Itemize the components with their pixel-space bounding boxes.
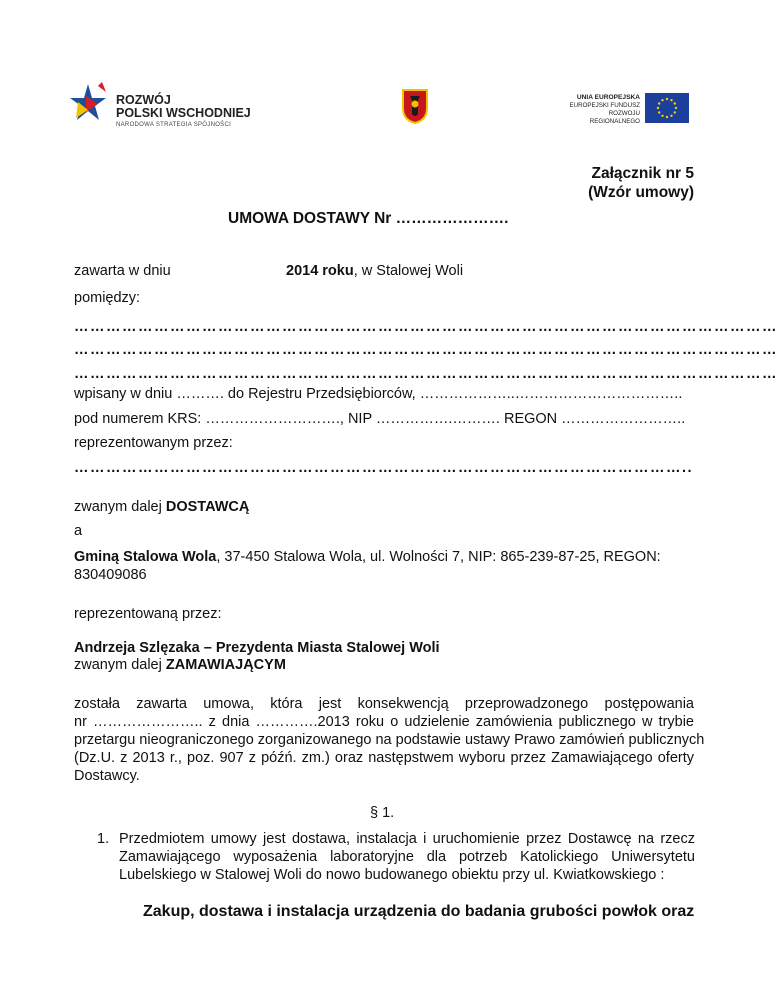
city-crest-icon — [401, 88, 429, 124]
section-1-item-text — [119, 830, 695, 884]
concluded-on-label: zawarta w dniu — [74, 263, 171, 279]
recital-paragraph — [74, 695, 705, 785]
representative-blank-line: …………………………………………………………………………………………………….. — [74, 460, 694, 476]
logo-line-3: NARODOWA STRATEGIA SPÓJNOŚCI — [116, 122, 232, 128]
recital-line-5: Dostawcy. — [74, 768, 140, 784]
party1-blank-line-3: …………………………………………………………………………………………………………………… — [74, 366, 778, 382]
eu-text-block — [560, 94, 640, 126]
municipality-address: , 37-450 Stalowa Wola, ul. Wolności 7, NIP: 865-239-87-25, REGON: — [216, 549, 661, 565]
logo-line-1: ROZWÓJ — [116, 93, 171, 107]
representative-name: Andrzeja Szlęzaka – Prezydenta Miasta Stalowej Woli — [74, 640, 440, 656]
item-line-1: Przedmiotem umowy jest dostawa, instalacja i uruchomienie przez Dostawcę na rzecz — [119, 831, 695, 847]
orderer-name: ZAMAWIAJĄCYM — [165, 657, 286, 673]
rozwoj-polski-wschodniej-logo — [68, 80, 268, 130]
star-graphic-icon — [68, 80, 112, 128]
supplier-prefix: zwanym dalej — [74, 499, 166, 515]
municipality-regon: 830409086 — [74, 567, 147, 583]
supplier-designation — [74, 498, 249, 516]
recital-line-4: (Dz.U. z 2013 r., poz. 907 z późń. zm.) oraz następstwem wyboru przez Zamawiającego oferty — [74, 750, 694, 766]
annex-subtitle: (Wzór umowy) — [588, 184, 694, 201]
party1-blank-line-2: …………………………………………………………………………………………………………………… — [74, 342, 778, 358]
municipality-represented-label: reprezentowaną przez: — [74, 606, 222, 622]
recital-line-1: została zawarta umowa, która jest konsekwencją przeprowadzonego postępowania — [74, 696, 694, 712]
subject-heading: Zakup, dostawa i instalacja urządzenia do badania grubości powłok oraz — [143, 903, 695, 920]
party1-blank-line-1: …………………………………………………………………………………………………………………… — [74, 319, 778, 335]
supplier-name: DOSTAWCĄ — [165, 499, 250, 515]
municipality-line — [74, 548, 661, 566]
between-label: pomiędzy: — [74, 290, 141, 306]
eu-line-2: EUROPEJSKI FUNDUSZ — [569, 102, 640, 109]
recital-line-3: przetargu nieograniczonego zorganizowanego na podstawie ustawy Prawo zamówień publicznych — [74, 732, 705, 748]
orderer-prefix: zwanym dalej — [74, 657, 166, 673]
section-1-heading: § 1. — [370, 805, 395, 821]
orderer-designation — [74, 656, 286, 674]
recital-line-2: nr ………………….. z dnia ………….2013 roku o udzielenie zamówienia publicznego w trybie — [74, 714, 694, 730]
municipality-name: Gminą Stalowa Wola — [74, 549, 217, 565]
krs-nip-regon-line: pod numerem KRS: ………………………., NIP …………….………. REGON …………………….. — [74, 411, 686, 427]
conjunction: a — [74, 523, 83, 539]
represented-by-label: reprezentowanym przez: — [74, 435, 233, 451]
item-line-3: Lubelskiego w Stalowej Woli do nowo budowanego obiektu przy ul. Kwiatkowskiego : — [119, 867, 665, 883]
contract-year: 2014 roku — [286, 263, 354, 279]
eu-flag-icon — [645, 93, 689, 123]
annex-number: Załącznik nr 5 — [591, 165, 694, 182]
eu-line-3: ROZWOJU REGIONALNEGO — [589, 110, 640, 125]
contract-date — [286, 262, 463, 280]
logo-line-2: POLSKI WSCHODNIEJ — [116, 106, 251, 120]
contract-title: UMOWA DOSTAWY Nr …………………. — [228, 210, 509, 227]
annex-label — [588, 164, 694, 202]
eu-line-1: UNIA EUROPEJSKA — [576, 94, 640, 101]
item-line-2: Zamawiającego wyposażenia laboratoryjne dla potrzeb Katolickiego Uniwersytetu — [119, 849, 695, 865]
section-1-item-number: 1. — [97, 831, 110, 847]
registered-line: wpisany w dniu ………. do Rejestru Przedsiębiorców, ………………..…………………………….. — [74, 386, 683, 402]
contract-place: , w Stalowej Woli — [353, 263, 464, 279]
